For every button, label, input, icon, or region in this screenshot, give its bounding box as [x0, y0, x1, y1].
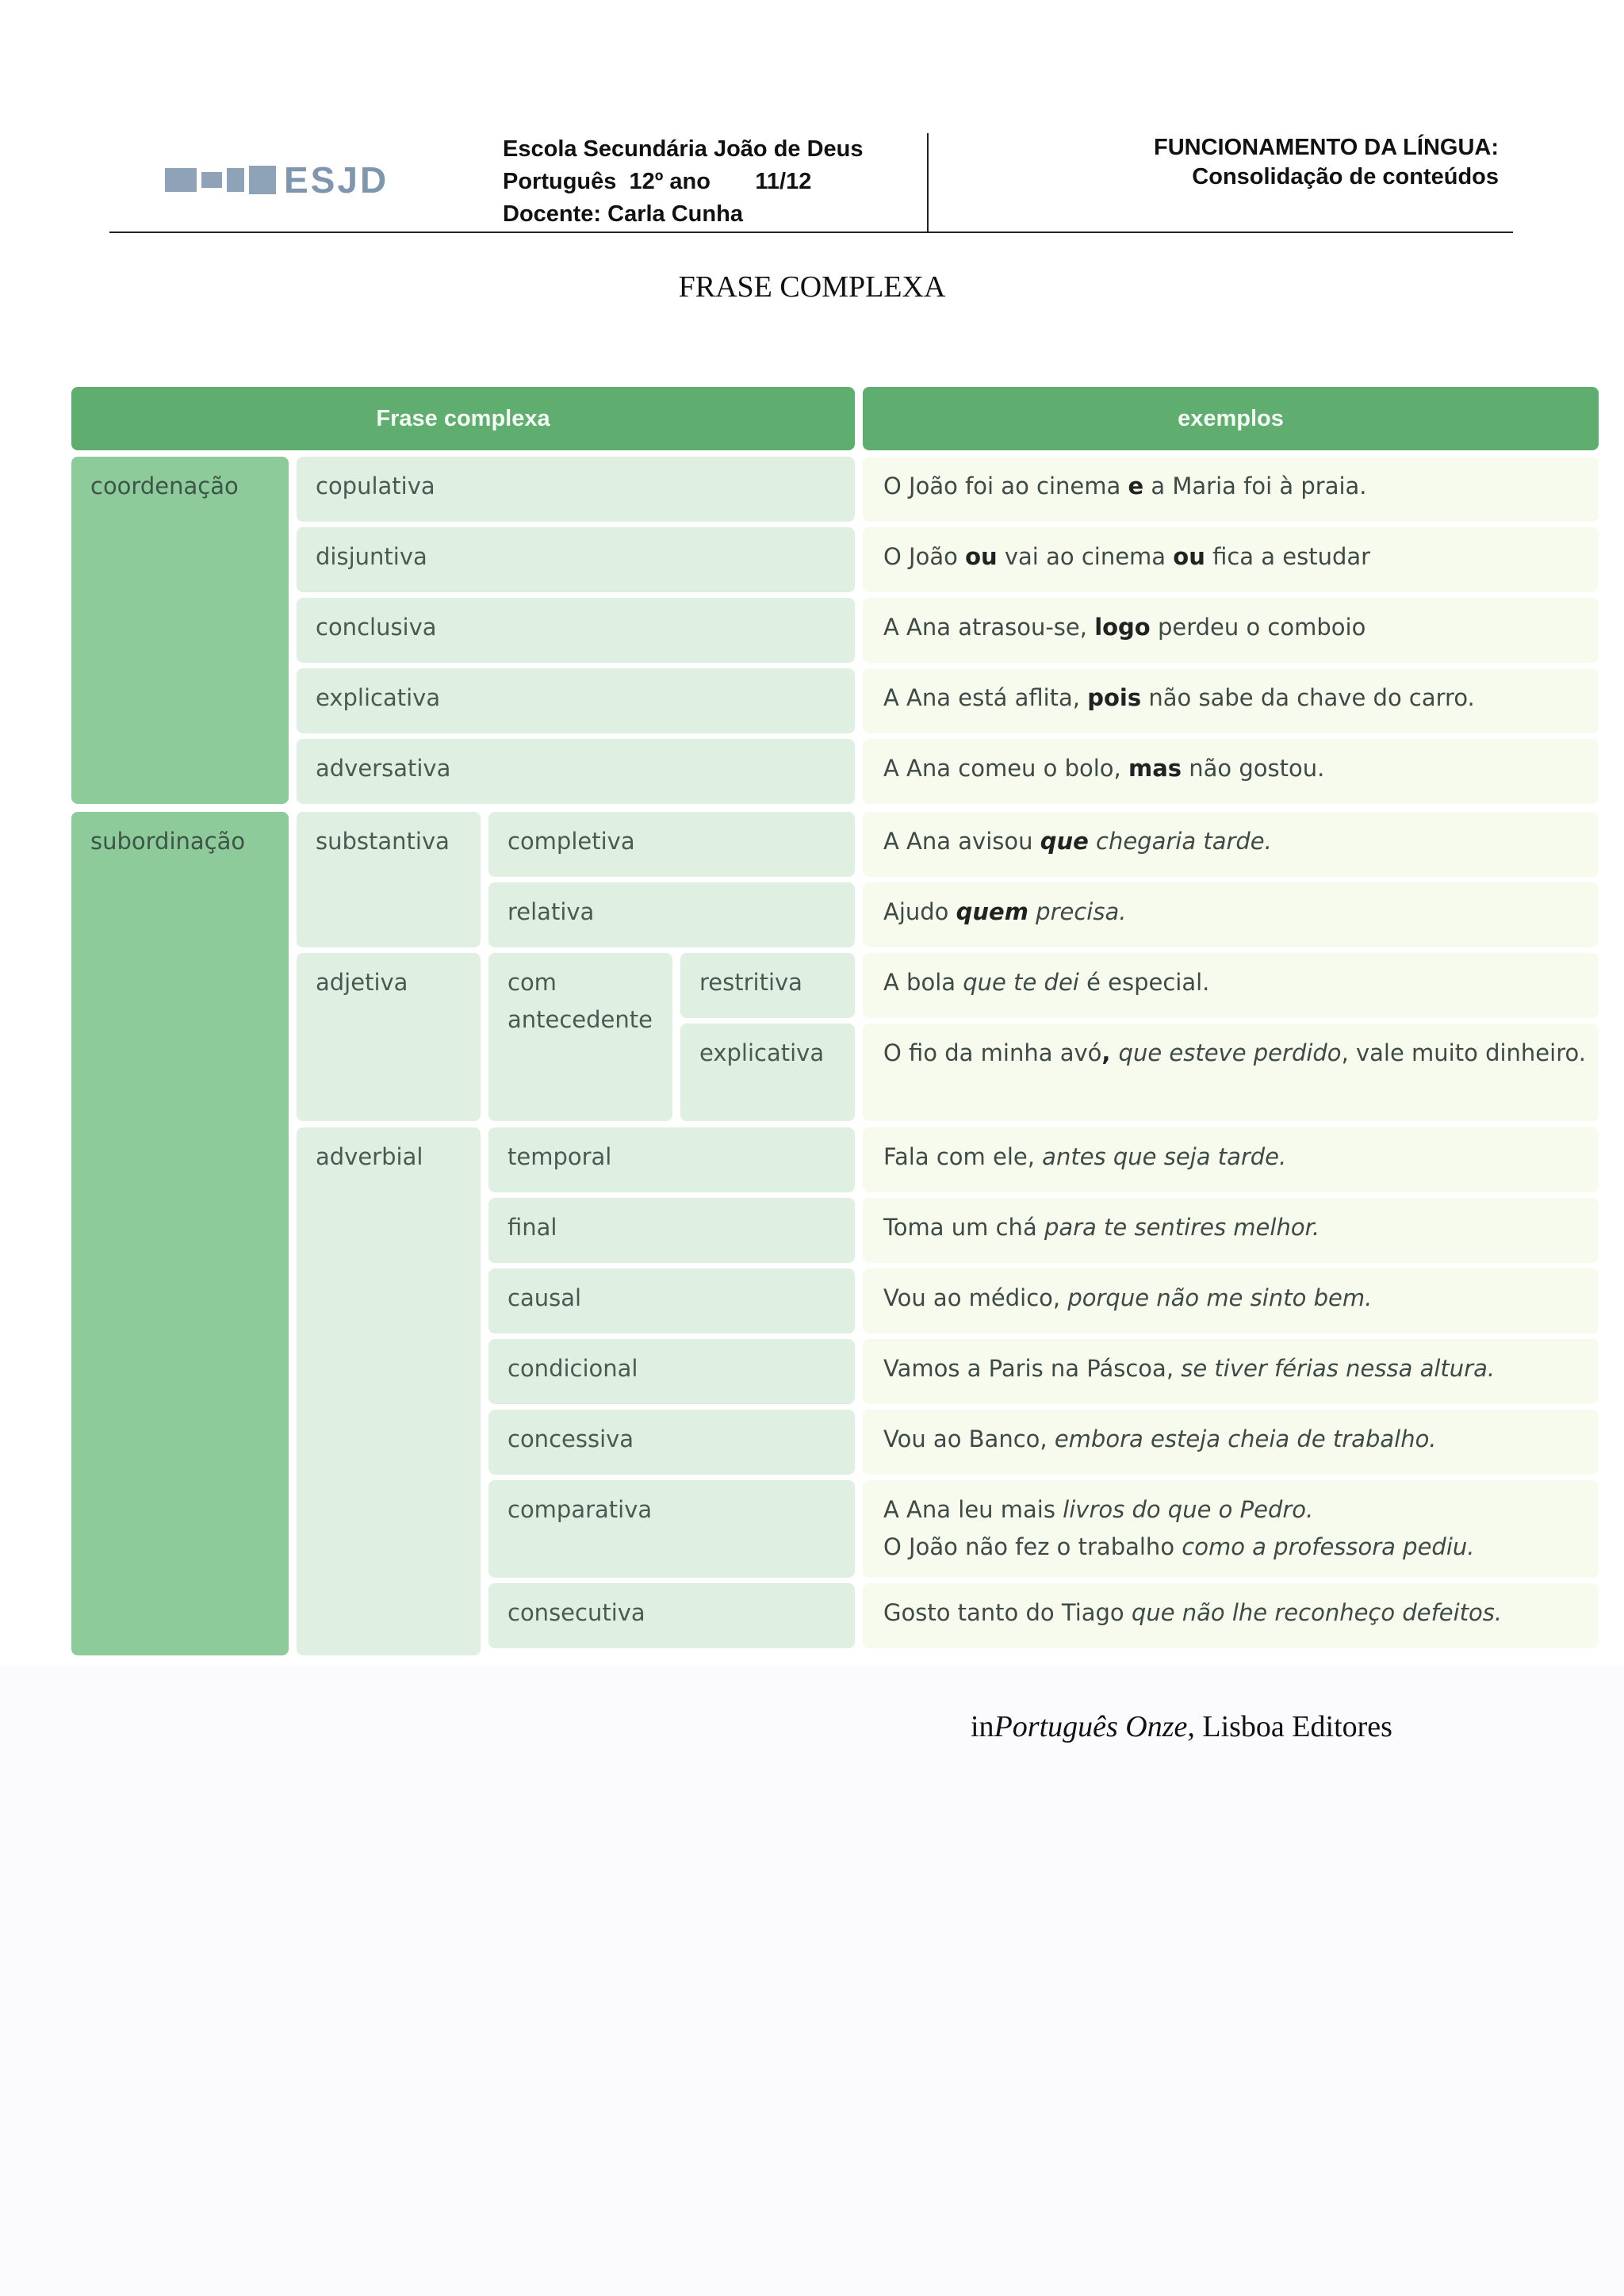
source-work: Português Onze,: [994, 1710, 1195, 1743]
header-divider: [927, 133, 929, 232]
source-publisher: Lisboa Editores: [1194, 1710, 1392, 1743]
page-title: FRASE COMPLEXA: [678, 270, 946, 304]
source-prefix: in: [971, 1710, 994, 1743]
subtype-restritiva: restritiva: [680, 953, 855, 1018]
topic-heading: [1154, 133, 1499, 192]
example-segment: perdeu o comboio: [1150, 614, 1366, 641]
example-segment: se tiver férias nessa altura.: [1181, 1355, 1496, 1382]
example-segment: que: [1040, 828, 1089, 855]
example-segment: Vou ao Banco,: [883, 1425, 1055, 1452]
example-segment: Fala com ele,: [883, 1143, 1043, 1170]
example-segment: A Ana atrasou-se,: [883, 614, 1095, 641]
example-segment: não gostou.: [1182, 755, 1325, 782]
example-segment: O João: [883, 543, 966, 570]
example-2: [863, 527, 1599, 592]
school-logo: [165, 159, 389, 201]
grammar-table: [71, 387, 1603, 1663]
example-segment: O João não fez o trabalho: [883, 1533, 1182, 1560]
example-segment: O fio da minha avó: [883, 1039, 1102, 1066]
type-adversativa: adversativa: [297, 739, 855, 804]
type-disjuntiva: disjuntiva: [297, 527, 855, 592]
example-6: [863, 812, 1599, 877]
example-segment: Vamos a Paris na Páscoa,: [883, 1355, 1182, 1382]
teacher-name: Docente: Carla Cunha: [503, 201, 743, 227]
subtype-concessiva: concessiva: [488, 1410, 855, 1475]
example-9: [863, 1024, 1599, 1121]
example-segment: a Maria foi à praia.: [1143, 473, 1367, 499]
subtype-condicional: condicional: [488, 1339, 855, 1404]
example-segment: O João foi ao cinema: [883, 473, 1128, 499]
school-name: Escola Secundária João de Deus: [503, 136, 864, 162]
example-segment: precisa.: [1028, 898, 1127, 925]
example-14: [863, 1410, 1599, 1475]
example-segment: A Ana está aflita,: [883, 684, 1088, 711]
example-3: [863, 598, 1599, 663]
type-conclusiva: conclusiva: [297, 598, 855, 663]
example-segment: que esteve perdido: [1118, 1039, 1342, 1066]
example-segment: antes que seja tarde.: [1042, 1143, 1287, 1170]
page-bottom-area: [0, 1665, 1624, 2296]
type-explicativa: explicativa: [297, 668, 855, 733]
example-segment: mas: [1128, 755, 1182, 782]
example-segment: Toma um chá: [883, 1214, 1044, 1241]
header-exemplos: exemplos: [863, 387, 1599, 450]
example-segment: e: [1128, 473, 1144, 499]
example-segment: vai ao cinema: [997, 543, 1174, 570]
example-16: [863, 1583, 1599, 1648]
example-segment: Vou ao médico,: [883, 1284, 1068, 1311]
example-5: [863, 739, 1599, 804]
example-segment: A Ana avisou: [883, 828, 1040, 855]
example-segment: porque não me sinto bem.: [1067, 1284, 1373, 1311]
example-segment: A bola: [883, 969, 963, 996]
example-15: [863, 1480, 1599, 1578]
topic-line-1: FUNCIONAMENTO DA LÍNGUA:: [1154, 135, 1499, 160]
subtype-completiva: completiva: [488, 812, 855, 877]
subtype-causal: causal: [488, 1269, 855, 1334]
example-7: [863, 882, 1599, 947]
logo-text: ESJD: [284, 159, 389, 201]
subtype-consecutiva: consecutiva: [488, 1583, 855, 1648]
example-12: [863, 1269, 1599, 1334]
type-substantiva: substantiva: [297, 812, 481, 947]
subtype-final: final: [488, 1198, 855, 1263]
example-segment: livros do que o Pedro.: [1063, 1496, 1314, 1523]
subtype-relativa: relativa: [488, 882, 855, 947]
example-13: [863, 1339, 1599, 1404]
example-segment: que não lhe reconheço defeitos.: [1131, 1599, 1503, 1626]
example-segment: que te dei: [963, 969, 1079, 996]
type-adjetiva: adjetiva: [297, 953, 481, 1121]
example-segment: não sabe da chave do carro.: [1141, 684, 1475, 711]
example-segment: ou: [1173, 543, 1205, 570]
example-1: [863, 457, 1599, 522]
example-segment: embora esteja cheia de trabalho.: [1054, 1425, 1437, 1452]
example-segment: ,: [1101, 1039, 1119, 1066]
example-segment: quem: [956, 898, 1028, 925]
example-10: [863, 1127, 1599, 1192]
subtype-temporal: temporal: [488, 1127, 855, 1192]
example-segment: pois: [1087, 684, 1142, 711]
example-segment: para te sentires melhor.: [1044, 1214, 1320, 1241]
example-4: [863, 668, 1599, 733]
source-citation: [971, 1709, 1392, 1744]
example-segment: A Ana comeu o bolo,: [883, 755, 1128, 782]
logo-building-icon: [165, 166, 276, 194]
subtype-com-antecedente: com antecedente: [488, 953, 672, 1121]
example-8: [863, 953, 1599, 1018]
example-segment: A Ana leu mais: [883, 1496, 1063, 1523]
example-segment: como a professora pediu.: [1182, 1533, 1475, 1560]
subtype-comparativa: comparativa: [488, 1480, 855, 1578]
type-adverbial: adverbial: [297, 1127, 481, 1655]
group-subordinacao: subordinação: [71, 812, 289, 1655]
course-info: Português 12º ano 11/12: [503, 169, 812, 194]
example-segment: ou: [965, 543, 998, 570]
subtype-explicativa: explicativa: [680, 1024, 855, 1121]
header-rule: [109, 232, 1513, 233]
example-segment: , vale muito dinheiro.: [1341, 1039, 1586, 1066]
header-frase-complexa: Frase complexa: [71, 387, 855, 450]
example-11: [863, 1198, 1599, 1263]
topic-line-2: Consolidação de conteúdos: [1192, 164, 1499, 189]
example-segment: Ajudo: [883, 898, 956, 925]
example-segment: logo: [1094, 614, 1151, 641]
example-segment: chegaria tarde.: [1088, 828, 1272, 855]
example-segment: Gosto tanto do Tiago: [883, 1599, 1132, 1626]
group-coordenacao: coordenação: [71, 457, 289, 804]
school-info: [503, 133, 864, 231]
type-copulativa: copulativa: [297, 457, 855, 522]
example-segment: fica a estudar: [1205, 543, 1371, 570]
example-segment: é especial.: [1078, 969, 1210, 996]
